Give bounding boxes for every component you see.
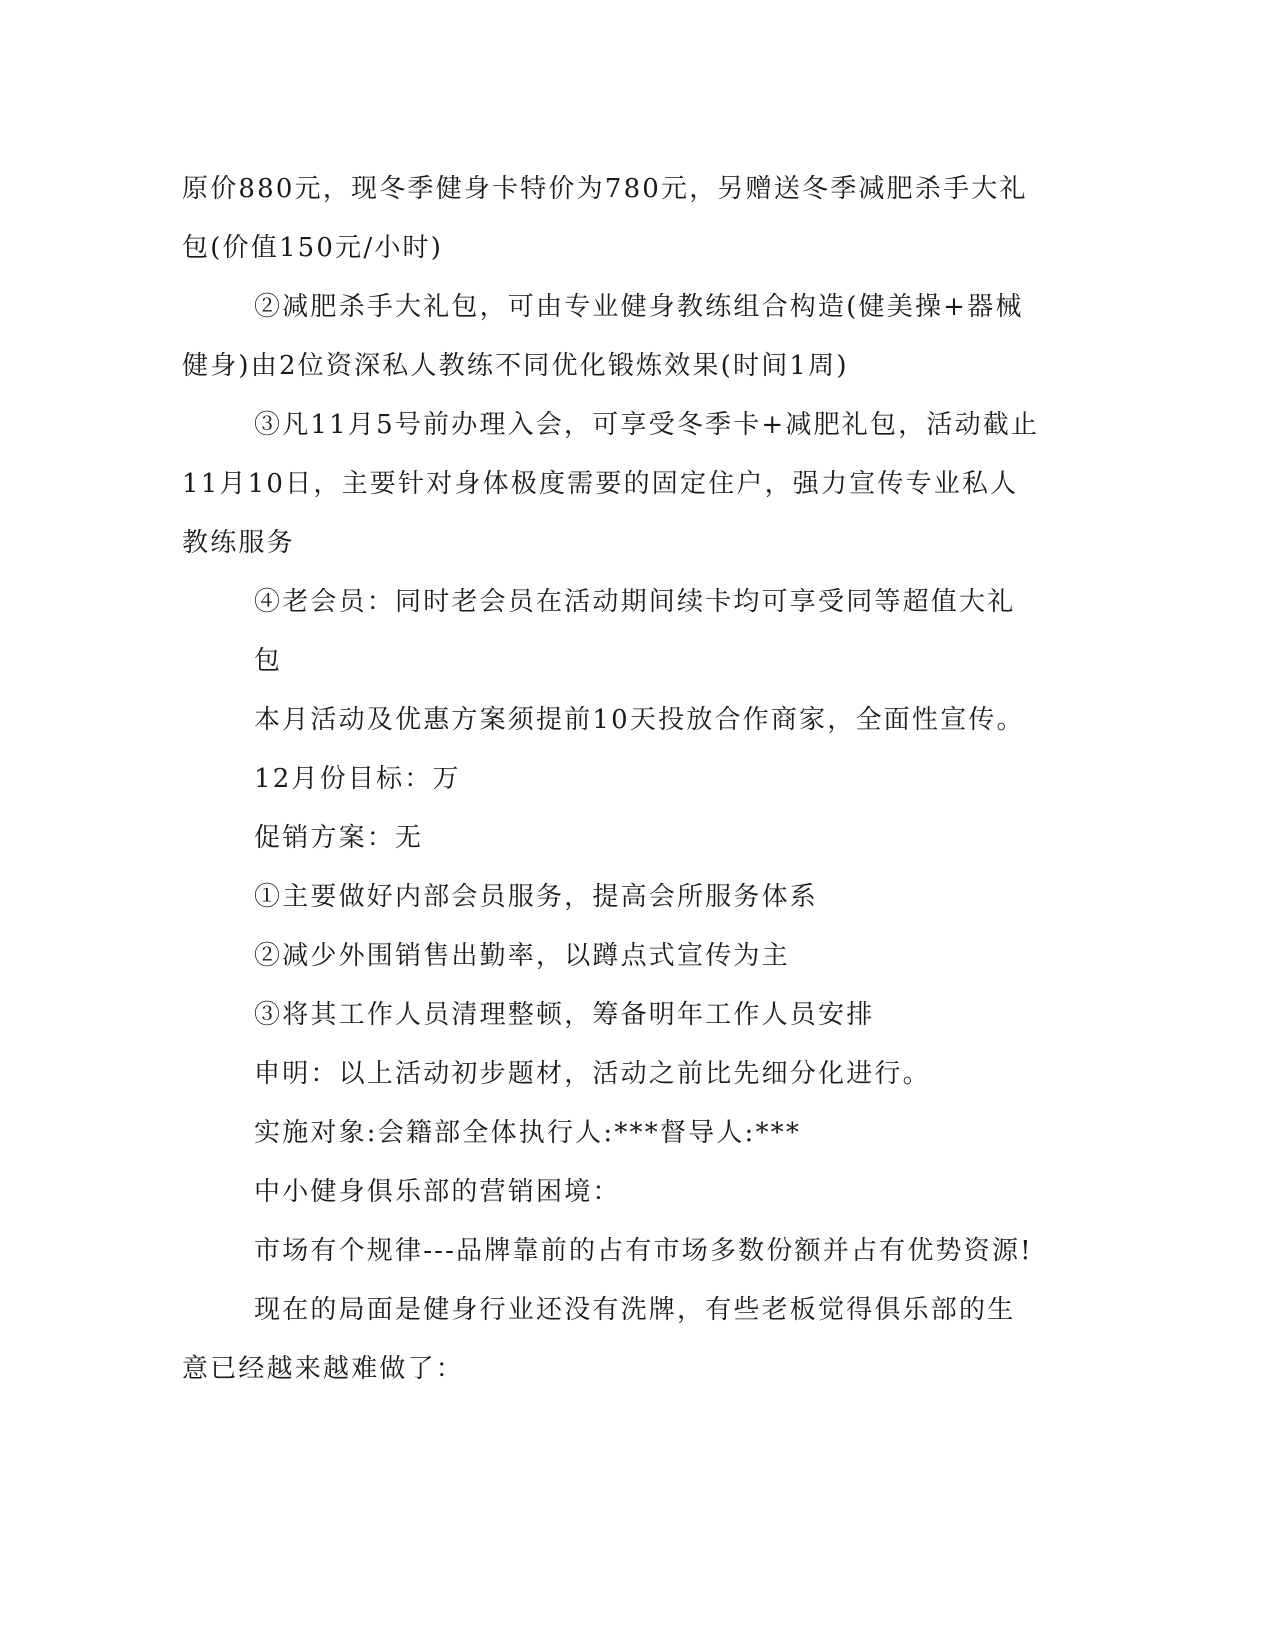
list-item-reduce-sales-attendance: ②减少外围销售出勤率，以蹲点式宣传为主 [254,941,790,971]
section-heading-marketing-dilemma: 中小健身俱乐部的营销困境： [254,1177,621,1207]
paragraph-weight-loss-package: ②减肥杀手大礼包，可由专业健身教练组合构造(健美操+器械健身)由2位资深私人教练不同优化锻炼效果(时间1周) [182,292,1024,381]
paragraph-promotion-notice: 本月活动及优惠方案须提前10天投放合作商家，全面性宣传。 [254,705,1025,735]
list-item-staff-reorganization: ③将其工作人员清理整顿，筹备明年工作人员安排 [254,1000,875,1030]
paragraph-membership-deadline: ③凡11月5号前办理入会，可享受冬季卡+减肥礼包，活动截止11月10日，主要针对身体极度需要的固定住户，强力宣传专业私人教练服务 [182,410,1040,558]
paragraph-implementation-target: 实施对象:会籍部全体执行人:***督导人:*** [254,1118,802,1148]
list-item-internal-service: ①主要做好内部会员服务，提高会所服务体系 [254,882,819,912]
paragraph-statement: 申明：以上活动初步题材，活动之前比先细分化进行。 [254,1059,931,1089]
paragraph-promotion-plan: 促销方案：无 [254,823,424,853]
paragraph-december-target: 12月份目标：万 [254,764,461,794]
paragraph-old-members: ④老会员：同时老会员在活动期间续卡均可享受同等超值大礼包 [254,587,1016,676]
document-body [182,160,1042,1399]
paragraph-market-rule: 市场有个规律---品牌靠前的占有市场多数份额并占有优势资源! [254,1236,1033,1266]
paragraph-industry-situation: 现在的局面是健身行业还没有洗牌，有些老板觉得俱乐部的生意已经越来越难做了： [182,1295,1016,1384]
paragraph-winter-card-price: 原价880元，现冬季健身卡特价为780元，另赠送冬季减肥杀手大礼包(价值150元/小时) [182,174,1028,263]
